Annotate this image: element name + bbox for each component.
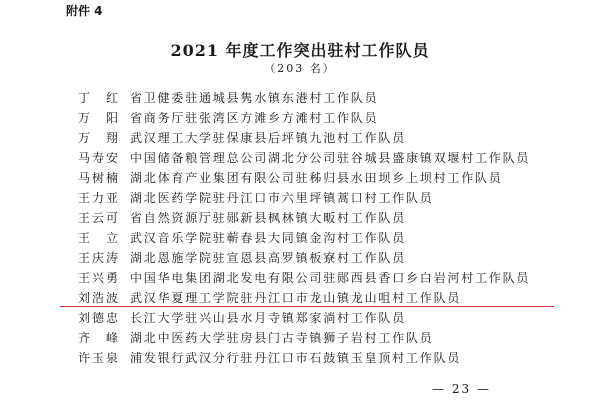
member-name: 齐 峰	[78, 331, 121, 345]
list-item	[66, 188, 536, 208]
member-assignment: 湖北体育产业集团有限公司驻秭归县水田坝乡上坝村工作队员	[130, 171, 503, 185]
member-assignment: 武汉音乐学院驻蕲春县大同镇金沟村工作队员	[130, 231, 407, 245]
member-assignment: 武汉理工大学驻保康县后坪镇九池村工作队员	[130, 131, 407, 145]
list-item	[66, 288, 536, 308]
list-item	[66, 108, 536, 128]
member-name: 马树楠	[78, 171, 121, 185]
list-item	[66, 88, 536, 108]
member-assignment: 中国华电集团湖北发电有限公司驻郧西县香口乡白岩河村工作队员	[130, 271, 531, 285]
member-name: 万 翔	[78, 131, 121, 145]
list-item	[66, 228, 536, 248]
list-item	[66, 248, 536, 268]
member-name: 王力亚	[78, 191, 121, 205]
list-item	[66, 168, 536, 188]
member-count: （203 名）	[264, 62, 336, 75]
list-item	[66, 148, 536, 168]
list-item	[66, 268, 536, 288]
member-name: 许玉泉	[78, 351, 121, 365]
member-name: 王 立	[78, 231, 121, 245]
member-assignment: 浦发银行武汉分行驻丹江口市石鼓镇玉皇顶村工作队员	[130, 351, 462, 365]
member-name: 王云可	[78, 211, 121, 225]
member-assignment: 长江大学驻兴山县水月寺镇郑家淌村工作队员	[130, 311, 407, 325]
member-assignment: 中国储备粮管理总公司湖北分公司驻谷城县盛康镇双堰村工作队员	[130, 151, 531, 165]
member-name: 王兴勇	[78, 271, 121, 285]
list-item	[66, 328, 536, 348]
member-assignment: 湖北医药学院驻丹江口市六里坪镇蒿口村工作队员	[130, 191, 434, 205]
member-assignment: 省卫健委驻通城县隽水镇东港村工作队员	[130, 91, 379, 105]
member-assignment: 省自然资源厅驻郧新县枫林镇大畈村工作队员	[130, 211, 407, 225]
list-item	[66, 308, 536, 328]
list-item	[66, 128, 536, 148]
member-name: 刘德忠	[78, 311, 121, 325]
member-name: 马寿安	[78, 151, 121, 165]
page-number: — 23 —	[432, 382, 491, 396]
list-item	[66, 208, 536, 228]
member-name: 丁 红	[78, 91, 121, 105]
member-assignment: 湖北中医药大学驻房县门古寺镇狮子岩村工作队员	[130, 331, 434, 345]
document-title: 2021 年度工作突出驻村工作队员	[170, 41, 430, 60]
list-item	[66, 348, 536, 368]
member-assignment: 武汉华夏理工学院驻丹江口市龙山镇龙山咀村工作队员	[130, 291, 462, 305]
member-assignment: 省商务厅驻张湾区方滩乡方滩村工作队员	[130, 111, 379, 125]
member-list	[66, 88, 536, 368]
attachment-label: 附件 4	[66, 4, 103, 18]
member-name: 王庆涛	[78, 251, 121, 265]
member-name: 刘浩波	[78, 291, 121, 305]
member-assignment: 湖北恩施学院驻宣恩县高罗镇板寮村工作队员	[130, 251, 407, 265]
member-name: 万 阳	[78, 111, 121, 125]
